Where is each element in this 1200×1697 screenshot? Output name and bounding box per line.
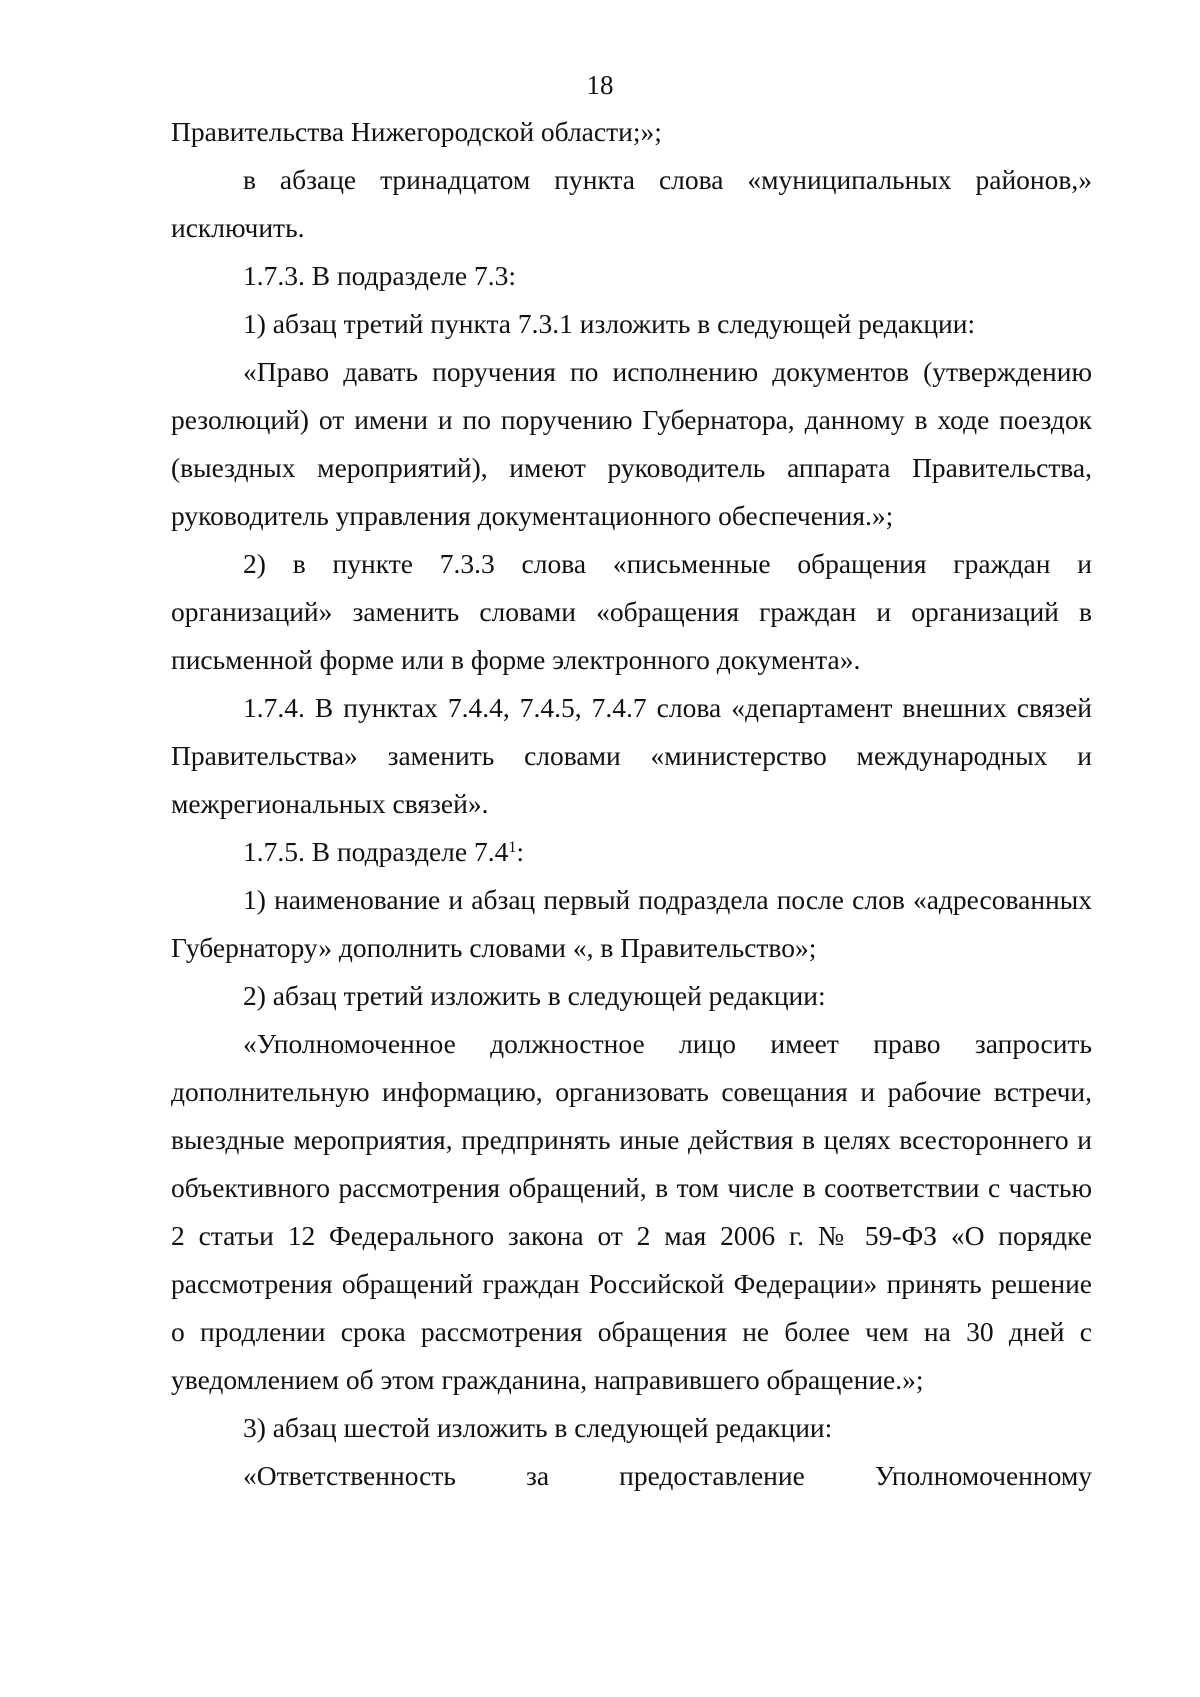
paragraph: 2) абзац третий изложить в следующей редакции: [243, 980, 826, 1011]
paragraph: 1.7.4. В пунктах 7.4.4, 7.4.5, 7.4.7 слова «департамент внешних связей Правительства» заменить словами «министерство международных и межрегиональных связей». [171, 692, 1092, 819]
document-body [171, 108, 1092, 1500]
page-number: 18 [586, 70, 614, 100]
paragraph-text: 1.7.5. В подразделе 7.4 [243, 836, 509, 867]
paragraph-colon: : [516, 836, 524, 867]
paragraph: 2) в пункте 7.3.3 слова «письменные обращения граждан и организаций» заменить словами «обращения граждан и организаций в письменной форме или в форме электронного документа». [171, 548, 1092, 675]
paragraph: «Право давать поручения по исполнению документов (утверждению резолюций) от имени и по поручению Губернатора, данному в ходе поездок (выездных мероприятий), имеют руководитель аппарата Правительства, руководитель управления документационного обеспечения.»; [171, 356, 1092, 531]
paragraph: в абзаце тринадцатом пункта слова «муниципальных районов,» исключить. [171, 164, 1092, 243]
paragraph: Правительства Нижегородской области;»; [171, 116, 662, 147]
paragraph: 3) абзац шестой изложить в следующей редакции: [243, 1412, 833, 1443]
paragraph: «Ответственность за предоставление Уполномоченному [243, 1460, 1092, 1491]
superscript: 1 [508, 839, 517, 856]
paragraph: 1.7.3. В подразделе 7.3: [243, 260, 516, 291]
paragraph: 1) наименование и абзац первый подраздела после слов «адресованных Губернатору» дополнить словами «, в Правительство»; [171, 884, 1092, 963]
paragraph-with-superscript [171, 828, 1092, 876]
paragraph: «Уполномоченное должностное лицо имеет право запросить дополнительную информацию, организовать совещания и рабочие встречи, выездные мероприятия, предпринять иные действия в целях всестороннего и объективного рассмотрения обращений, в том числе в соответствии с частью 2 статьи 12 Федерального закона от 2 мая 2006 г. № 59-ФЗ «О порядке рассмотрения обращений граждан Российской Федерации» принять решение о продлении срока рассмотрения обращения не более чем на 30 дней с уведомлением об этом гражданина, направившего обращение.»; [171, 1028, 1092, 1395]
paragraph: 1) абзац третий пункта 7.3.1 изложить в следующей редакции: [243, 308, 976, 339]
